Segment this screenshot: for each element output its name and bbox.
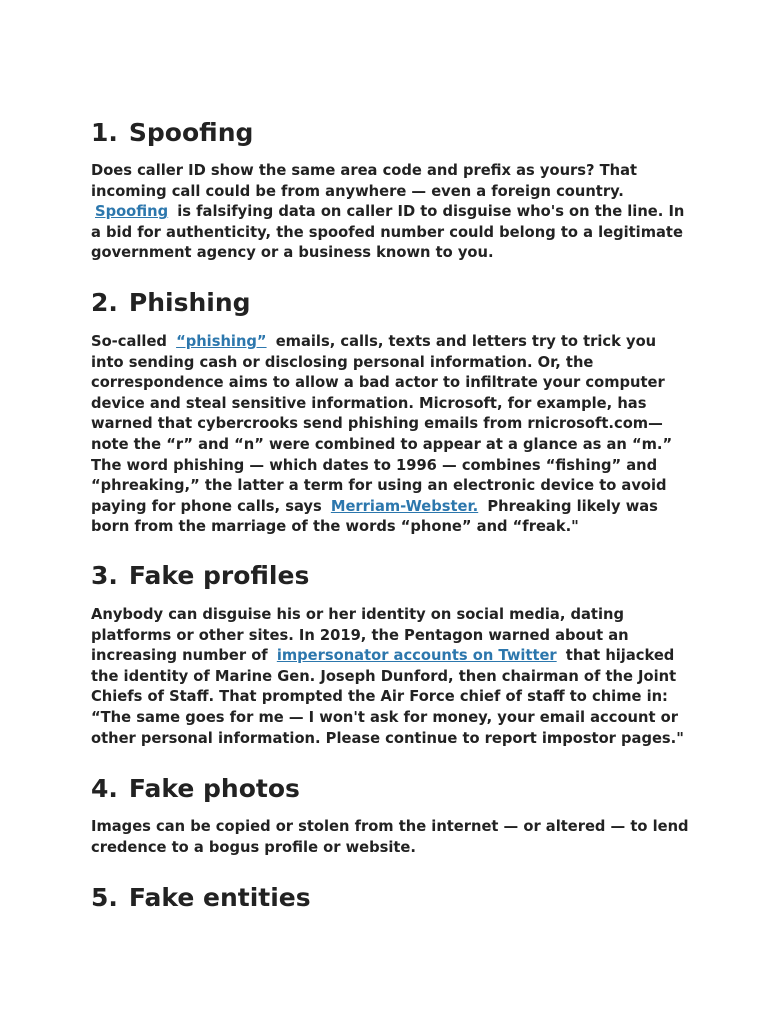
heading-title: Fake entities <box>128 883 311 912</box>
link-impersonator-accounts[interactable]: impersonator accounts on Twitter <box>276 647 557 665</box>
paragraph-fake-profiles <box>91 605 691 749</box>
link-phishing[interactable]: “phishing” <box>176 333 267 350</box>
heading-number: 3. <box>91 561 118 590</box>
paragraph-text: Phreaking likely was born from the marriage of the words “phone” and “freak." <box>91 497 658 536</box>
heading-title: Phishing <box>128 288 251 317</box>
link-spoofing[interactable]: Spoofing <box>95 203 169 221</box>
heading-fake-entities <box>91 882 311 914</box>
heading-phishing <box>91 287 251 319</box>
paragraph-text: emails, calls, texts and letters try to trick you into sending cash or disclosing personal information. Or, the correspondence aims to allow a bad actor to infiltrate your computer device and steal sensitive information. Microsoft, for example, has warned that cybercrooks send phishing emails from rnicrosoft.com—note the “r” and “n” were combined to appear at a glance as an “m.” The word phishing — which dates to 1996 — combines “fishing” and “phreaking,” the latter a term for using an electronic device to avoid paying for phone calls, says <box>91 333 673 515</box>
heading-number: 2. <box>91 288 118 317</box>
link-merriam-webster[interactable]: Merriam-Webster. <box>330 497 479 515</box>
heading-title: Spoofing <box>128 118 254 147</box>
paragraph-phishing <box>91 332 691 538</box>
heading-spoofing <box>91 117 253 149</box>
heading-title: Fake photos <box>128 774 300 803</box>
paragraph-fake-photos: Images can be copied or stolen from the internet — or altered — to lend credence to a bogus profile or website. <box>91 818 689 856</box>
paragraph-text: Does caller ID show the same area code and prefix as yours? That incoming call could be from anywhere — even a foreign country. <box>91 162 638 200</box>
paragraph-text: is falsifying data on caller ID to disguise who's on the line. In a bid for authenticity, the spoofed number could belong to a legitimate government agency or a business known to you. <box>91 203 685 262</box>
paragraph-spoofing <box>91 161 691 264</box>
heading-title: Fake profiles <box>128 561 310 590</box>
heading-number: 1. <box>91 118 118 147</box>
paragraph-text: So-called <box>91 333 167 350</box>
heading-fake-profiles <box>91 560 309 592</box>
paragraph-text: that hijacked the identity of Marine Gen. Joseph Dunford, then chairman of the Joint Chiefs of Staff. That prompted the Air Force chief of staff to chime in: “The same goes for me — I won't ask for money, your email account or other personal information. Please continue to report impostor pages." <box>91 647 684 747</box>
heading-number: 5. <box>91 883 118 912</box>
paragraph-text: Anybody can disguise his or her identity on social media, dating platforms or other sites. In 2019, the Pentagon warned about an increasing number of <box>91 606 629 665</box>
heading-fake-photos <box>91 773 300 805</box>
heading-number: 4. <box>91 774 118 803</box>
